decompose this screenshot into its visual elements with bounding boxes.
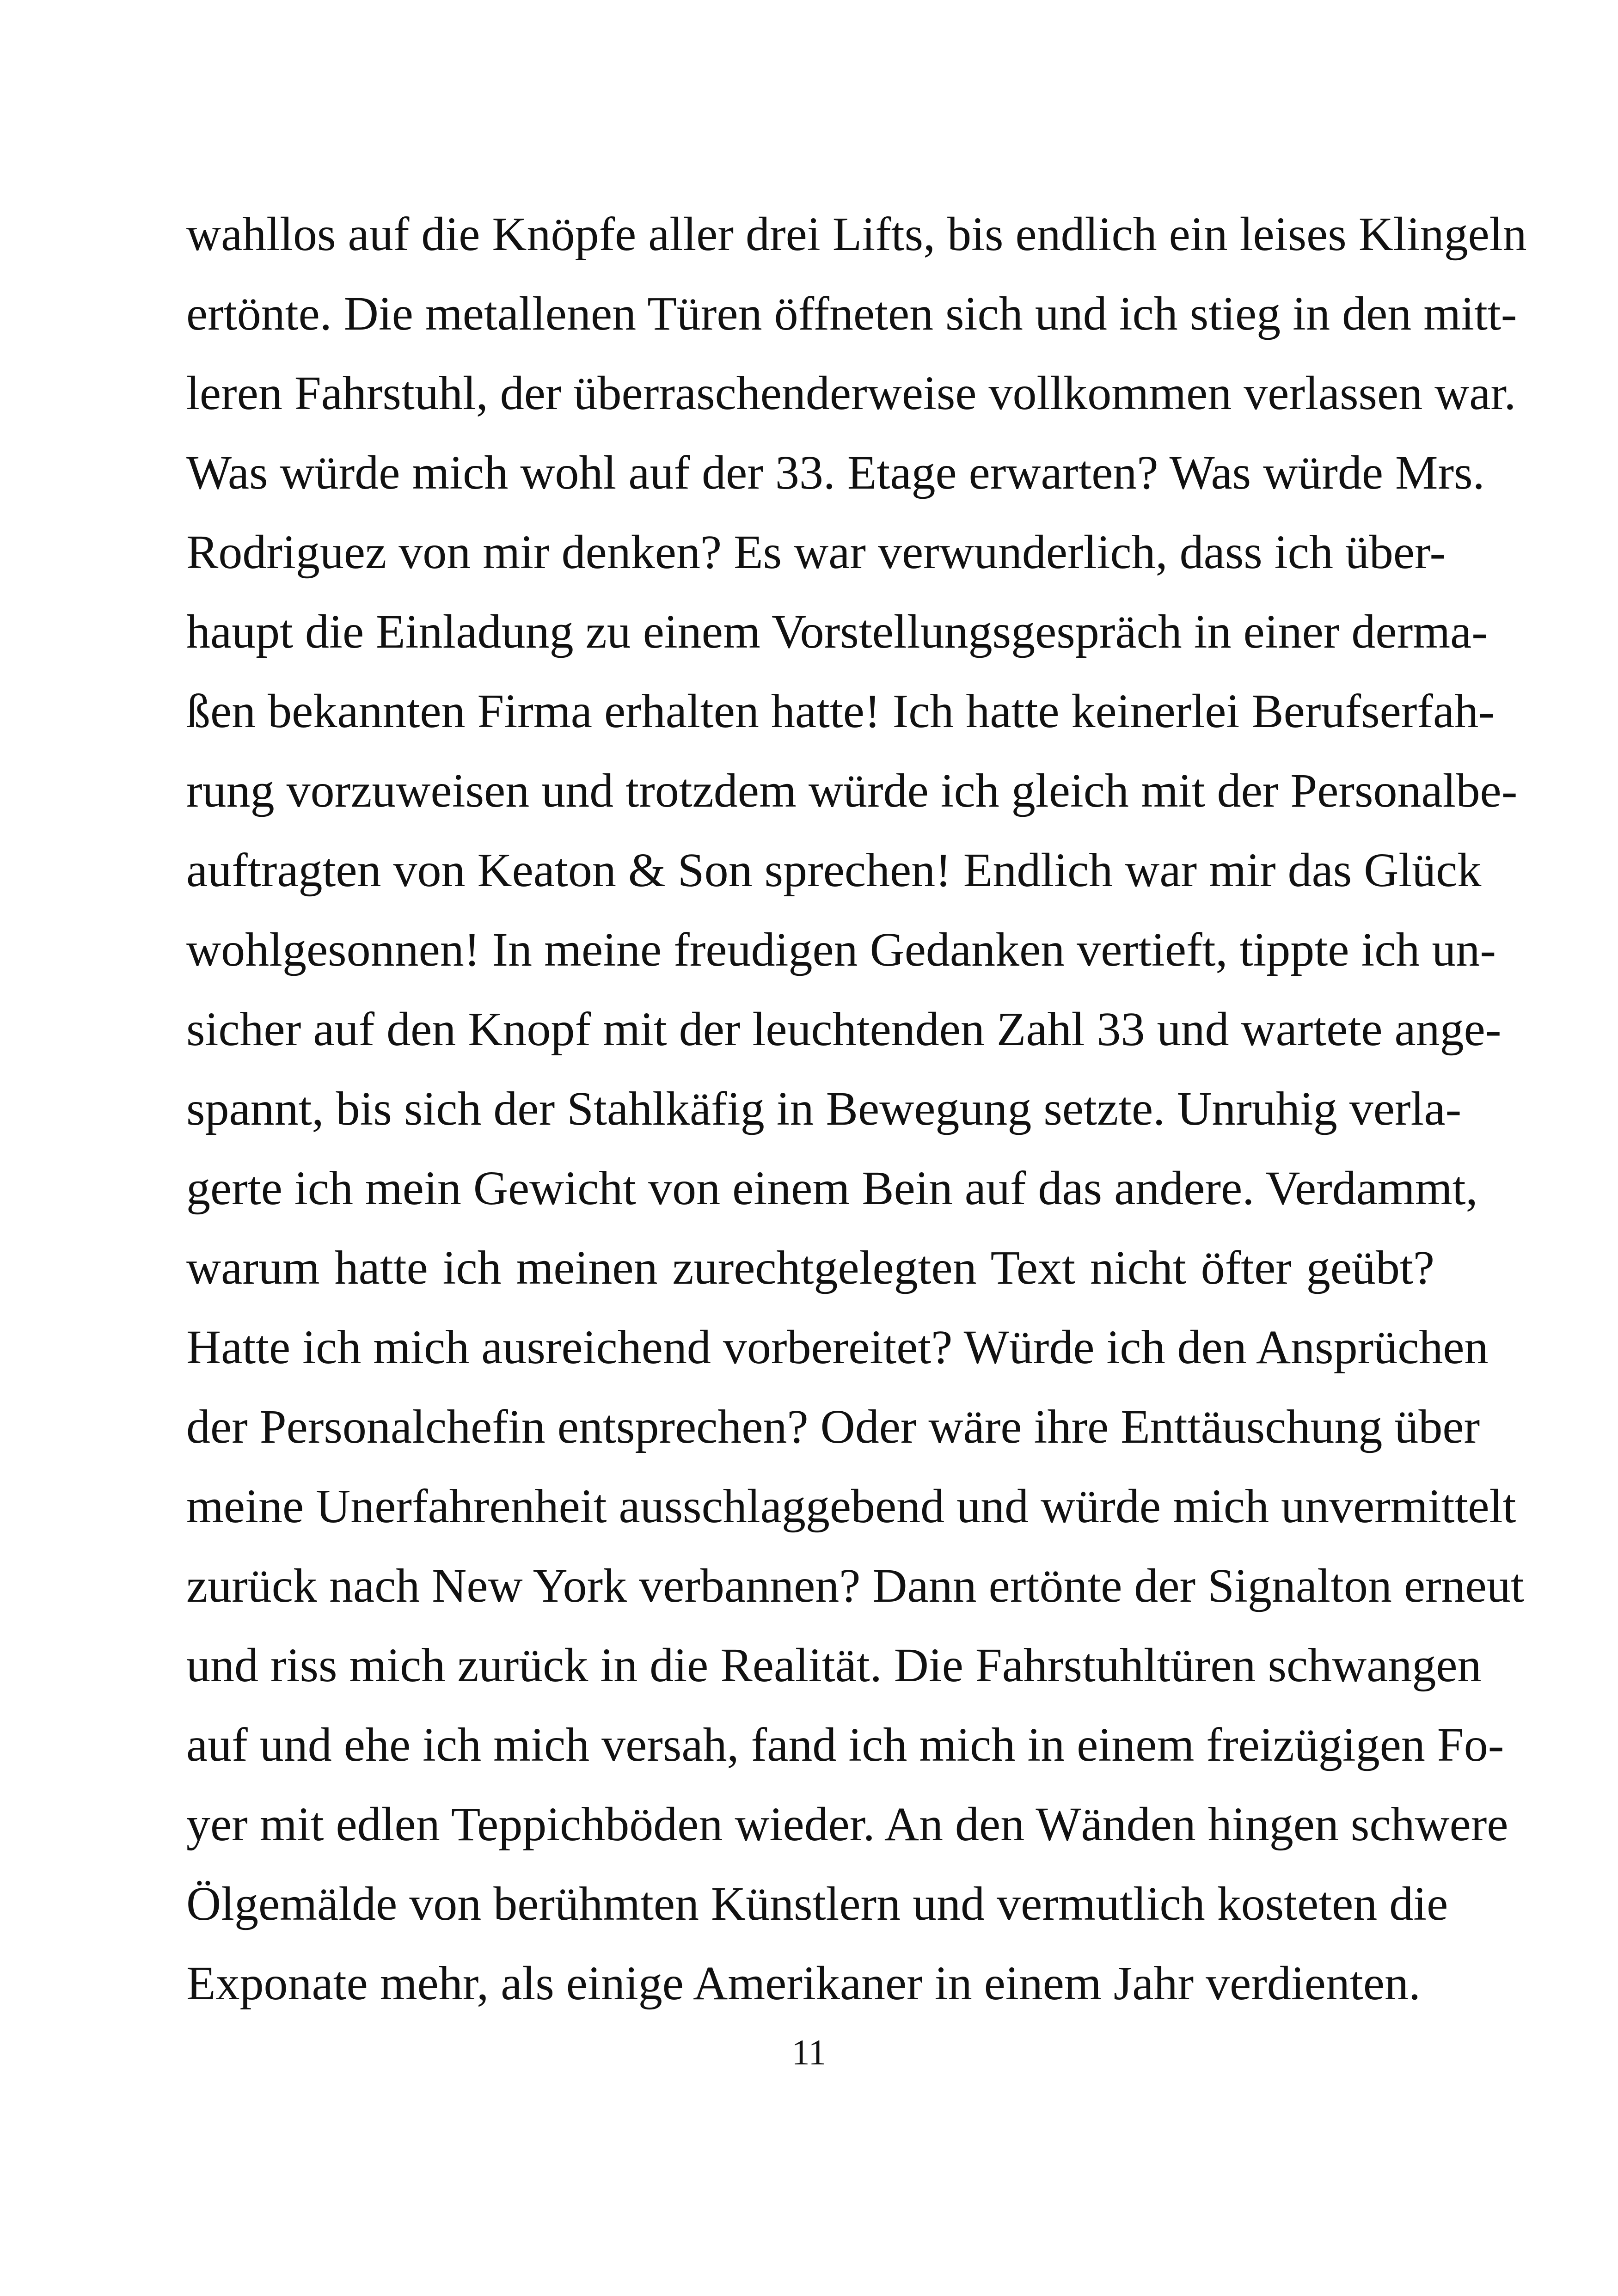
text-line-6: haupt die Einladung zu einem Vorstellungsgespräch in einer derma- xyxy=(186,605,1488,658)
text-line-13: gerte ich mein Gewicht von einem Bein auf das andere. Verdammt, xyxy=(186,1162,1478,1215)
text-line-23: Exponate mehr, als einige Amerikaner in einem Jahr verdienten. xyxy=(186,1957,1421,2010)
text-line-14: warum hatte ich meinen zurechtgelegten Text nicht öfter geübt? xyxy=(186,1241,1434,1294)
text-line-15: Hatte ich mich ausreichend vorbereitet? Würde ich den Ansprüchen xyxy=(186,1321,1489,1374)
text-line-19: und riss mich zurück in die Realität. Die Fahrstuhltüren schwangen xyxy=(186,1639,1482,1692)
text-line-3: leren Fahrstuhl, der überraschenderweise vollkommen verlassen war. xyxy=(186,367,1516,420)
text-line-5: Rodriguez von mir denken? Es war verwunderlich, dass ich über- xyxy=(186,526,1446,579)
text-line-12: spannt, bis sich der Stahlkäfig in Bewegung setzte. Unruhig verla- xyxy=(186,1082,1462,1135)
text-line-1: wahllos auf die Knöpfe aller drei Lifts, bis endlich ein leises Klingeln xyxy=(186,208,1527,261)
text-line-2: ertönte. Die metallenen Türen öffneten sich und ich stieg in den mitt- xyxy=(186,287,1517,340)
text-line-8: rung vorzuweisen und trotzdem würde ich gleich mit der Personalbe- xyxy=(186,764,1518,817)
text-line-7: ßen bekannten Firma erhalten hatte! Ich hatte keinerlei Berufserfah- xyxy=(186,685,1495,738)
text-line-4: Was würde mich wohl auf der 33. Etage erwarten? Was würde Mrs. xyxy=(186,446,1485,499)
text-line-9: auftragten von Keaton & Son sprechen! Endlich war mir das Glück xyxy=(186,844,1482,897)
text-line-11: sicher auf den Knopf mit der leuchtenden Zahl 33 und wartete ange- xyxy=(186,1003,1502,1056)
text-line-21: yer mit edlen Teppichböden wieder. An den Wänden hingen schwere xyxy=(186,1798,1508,1851)
text-line-22: Ölgemälde von berühmten Künstlern und vermutlich kosteten die xyxy=(186,1877,1448,1930)
text-line-17: meine Unerfahrenheit ausschlaggebend und würde mich unvermittelt xyxy=(186,1480,1516,1533)
text-line-18: zurück nach New York verbannen? Dann ertönte der Signalton erneut xyxy=(186,1559,1524,1612)
text-line-20: auf und ehe ich mich versah, fand ich mich in einem freizügigen Fo- xyxy=(186,1718,1504,1771)
text-line-10: wohlgesonnen! In meine freudigen Gedanken vertieft, tippte ich un- xyxy=(186,923,1496,976)
page-number: 11 xyxy=(791,2032,827,2072)
text-line-16: der Personalchefin entsprechen? Oder wäre ihre Enttäuschung über xyxy=(186,1400,1480,1453)
